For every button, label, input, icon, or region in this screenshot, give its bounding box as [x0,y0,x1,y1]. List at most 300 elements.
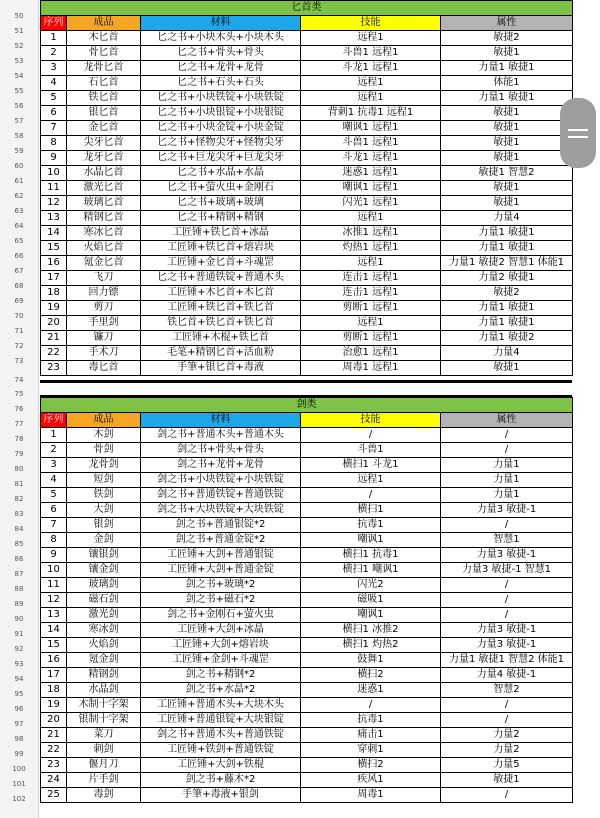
attribute-cell[interactable]: 敏捷1 [441,106,573,121]
material-cell[interactable]: 工匠锤+铁剑+普通铁锭 [141,743,301,758]
seq-cell[interactable]: 11 [41,578,67,593]
material-cell[interactable]: 工匠锤+木匕首+木匕首 [141,286,301,301]
seq-cell[interactable]: 7 [41,121,67,136]
attribute-cell[interactable]: 敏捷1 [441,136,573,151]
seq-cell[interactable]: 1 [41,428,67,443]
row-number: 52 [14,42,24,50]
attribute-cell[interactable]: / [441,593,573,608]
skill-cell[interactable]: 横扫1 冰推2 [301,623,441,638]
material-cell[interactable]: 手筆+毒液+银剑 [141,788,301,803]
skill-cell[interactable]: 远程1 [301,256,441,271]
table-row [41,76,573,91]
material-cell[interactable]: 匕之书+巨龙尖牙+巨龙尖牙 [141,151,301,166]
skill-cell[interactable]: 远程1 [301,31,441,46]
attribute-cell[interactable]: 力量1 敏捷1 智慧2 体能1 [441,653,573,668]
attribute-cell[interactable]: 力量4 敏捷-1 [441,668,573,683]
material-cell[interactable]: 匕之书+石头+石头 [141,76,301,91]
row-number: 88 [14,585,24,593]
seq-cell[interactable]: 18 [41,683,67,698]
seq-cell[interactable]: 4 [41,473,67,488]
skill-cell[interactable]: 横扫1 [301,503,441,518]
skill-cell[interactable]: 嘲讽1 远程1 [301,181,441,196]
attribute-cell[interactable]: 力量1 敏捷2 智慧1 体能1 [441,256,573,271]
attribute-cell[interactable]: 力量1 [441,458,573,473]
table-row [41,91,573,106]
material-cell[interactable]: 匕之书+小块铁锭+小块铁锭 [141,91,301,106]
skill-cell[interactable]: 穿刺1 [301,743,441,758]
menu-line-icon [568,129,588,131]
material-cell[interactable]: 剑之书+龙骨+龙骨 [141,458,301,473]
attribute-cell[interactable]: 力量1 敏捷1 [441,61,573,76]
skill-cell[interactable]: 剪断1 远程1 [301,301,441,316]
material-cell[interactable]: 工匠锤+大剑+铁棍 [141,758,301,773]
product-cell[interactable]: 银制十字架 [67,713,141,728]
table-row [41,728,573,743]
attribute-cell[interactable]: 敏捷1 [441,181,573,196]
product-cell[interactable]: 铁匕首 [67,91,141,106]
material-cell[interactable]: 匕之书+普通铁锭+普通木头 [141,271,301,286]
seq-cell[interactable]: 17 [41,271,67,286]
product-cell[interactable]: 偃月刀 [67,758,141,773]
seq-cell[interactable]: 22 [41,743,67,758]
row-number: 73 [14,357,24,365]
seq-cell[interactable]: 22 [41,346,67,361]
product-cell[interactable]: 骨匕首 [67,46,141,61]
seq-cell[interactable]: 10 [41,166,67,181]
attribute-cell[interactable]: 体能1 [441,76,573,91]
row-number: 99 [14,750,24,758]
row-number: 68 [14,282,24,290]
material-cell[interactable]: 剑之书+藤木*2 [141,773,301,788]
product-cell[interactable]: 龙骨匕首 [67,61,141,76]
skill-cell[interactable]: / [301,488,441,503]
material-cell[interactable]: 剑之书+金刚石+萤火虫 [141,608,301,623]
table-row [41,533,573,548]
skill-cell[interactable]: 冰推1 远程1 [301,226,441,241]
attribute-cell[interactable]: 敏捷1 [441,151,573,166]
seq-cell[interactable]: 12 [41,196,67,211]
attribute-cell[interactable]: 敏捷1 [441,121,573,136]
seq-cell[interactable]: 19 [41,301,67,316]
seq-cell[interactable]: 5 [41,488,67,503]
material-cell[interactable]: 匕之书+骨头+骨头 [141,46,301,61]
skill-cell[interactable]: 斗龙1 远程1 [301,151,441,166]
product-cell[interactable]: 磁石剑 [67,593,141,608]
attribute-cell[interactable]: 力量4 [441,211,573,226]
skill-cell[interactable]: 磁吸1 [301,593,441,608]
material-cell[interactable]: 工匠锤+大剑+普通金锭 [141,563,301,578]
seq-cell[interactable]: 8 [41,136,67,151]
row-number: 87 [14,570,24,578]
seq-cell[interactable]: 19 [41,698,67,713]
product-cell[interactable]: 回力镖 [67,286,141,301]
product-cell[interactable]: 火焰匕首 [67,241,141,256]
seq-cell[interactable]: 5 [41,91,67,106]
table-row [41,638,573,653]
product-cell[interactable]: 玻璃匕首 [67,196,141,211]
skill-cell[interactable]: 横扫1 嘲讽1 [301,563,441,578]
material-cell[interactable]: 剑之书+玻璃*2 [141,578,301,593]
product-cell[interactable]: 镶金剑 [67,563,141,578]
row-number: 80 [14,465,24,473]
product-cell[interactable]: 精钢剑 [67,668,141,683]
header-material: 材料 [141,16,301,31]
table-row [41,256,573,271]
material-cell[interactable]: 铁匕首+铁匕首+铁匕首 [141,316,301,331]
attribute-cell[interactable]: 力量1 [441,473,573,488]
seq-cell[interactable]: 12 [41,593,67,608]
table-row [41,698,573,713]
attribute-cell[interactable]: 力量3 敏捷-1 [441,638,573,653]
product-cell[interactable]: 寒冰剑 [67,623,141,638]
seq-cell[interactable]: 13 [41,608,67,623]
seq-cell[interactable]: 21 [41,331,67,346]
row-number: 56 [14,102,24,110]
seq-cell[interactable]: 15 [41,241,67,256]
attribute-cell[interactable]: 力量1 敏捷1 [441,241,573,256]
product-cell[interactable]: 龙骨剑 [67,458,141,473]
attribute-cell[interactable]: 敏捷2 [441,31,573,46]
attribute-cell[interactable]: 力量3 敏捷-1 智慧1 [441,563,573,578]
row-number: 79 [14,450,24,458]
product-cell[interactable]: 精钢匕首 [67,211,141,226]
material-cell[interactable]: 工匠锤+金匕首+斗魂罡 [141,256,301,271]
attribute-cell[interactable]: 力量1 敏捷2 [441,331,573,346]
product-cell[interactable]: 手里剑 [67,316,141,331]
product-cell[interactable]: 刺剑 [67,743,141,758]
table-row [41,286,573,301]
attribute-cell[interactable]: / [441,428,573,443]
attribute-cell[interactable]: / [441,443,573,458]
attribute-cell[interactable]: 敏捷1 [441,773,573,788]
attribute-cell[interactable]: 力量3 敏捷-1 [441,503,573,518]
product-cell[interactable]: 菜刀 [67,728,141,743]
skill-cell[interactable]: 剪断1 远程1 [301,331,441,346]
skill-cell[interactable]: 斗兽1 [301,443,441,458]
skill-cell[interactable]: 嘲讽1 [301,533,441,548]
table-row [41,346,573,361]
attribute-cell[interactable]: 力量4 [441,346,573,361]
row-number: 67 [14,267,24,275]
seq-cell[interactable]: 16 [41,256,67,271]
attribute-cell[interactable]: 力量5 [441,758,573,773]
skill-cell[interactable]: 周毒1 远程1 [301,361,441,376]
product-cell[interactable]: 短剑 [67,473,141,488]
attribute-cell[interactable]: / [441,608,573,623]
row-number: 85 [14,540,24,548]
attribute-cell[interactable]: 力量1 [441,488,573,503]
skill-cell[interactable]: 疾风1 [301,773,441,788]
product-cell[interactable]: 水晶剑 [67,683,141,698]
row-number: 70 [14,312,24,320]
table-row [41,608,573,623]
skill-cell[interactable]: 治愈1 远程1 [301,346,441,361]
attribute-cell[interactable]: / [441,698,573,713]
table-row [41,668,573,683]
attribute-cell[interactable]: / [441,518,573,533]
seq-cell[interactable]: 3 [41,458,67,473]
seq-cell[interactable]: 25 [41,788,67,803]
menu-line-icon [568,136,588,138]
attribute-cell[interactable]: 敏捷1 智慧2 [441,166,573,181]
skill-cell[interactable]: 斗龙1 远程1 [301,61,441,76]
skill-cell[interactable]: 横扫1 灼热2 [301,638,441,653]
product-cell[interactable]: 骨剑 [67,443,141,458]
row-number: 63 [14,207,24,215]
skill-cell[interactable]: 抗毒1 [301,713,441,728]
skill-cell[interactable]: 斗兽1 远程1 [301,136,441,151]
skill-cell[interactable]: 灼热1 远程1 [301,241,441,256]
product-cell[interactable]: 木剑 [67,428,141,443]
table-row [41,653,573,668]
skill-cell[interactable]: 远程1 [301,316,441,331]
material-cell[interactable]: 匕之书+龙骨+龙骨 [141,61,301,76]
skill-cell[interactable]: 横扫1 抗毒1 [301,548,441,563]
skill-cell[interactable]: 迷惑1 [301,683,441,698]
material-cell[interactable]: 剑之书+精钢*2 [141,668,301,683]
seq-cell[interactable]: 1 [41,31,67,46]
skill-cell[interactable]: 连击1 远程1 [301,271,441,286]
product-cell[interactable]: 水晶匕首 [67,166,141,181]
material-cell[interactable]: 工匠锤+大剑+冰晶 [141,623,301,638]
material-cell[interactable]: 工匠锤+金剑+斗魂罡 [141,653,301,668]
skill-cell[interactable]: 远程1 [301,91,441,106]
product-cell[interactable]: 银匕首 [67,106,141,121]
material-cell[interactable]: 工匠锤+普通木头+大块木头 [141,698,301,713]
seq-cell[interactable]: 10 [41,563,67,578]
skill-cell[interactable]: 连击1 远程1 [301,286,441,301]
material-cell[interactable]: 工匠锤+大剑+熔岩块 [141,638,301,653]
material-cell[interactable]: 匕之书+小块银锭+小块银锭 [141,106,301,121]
seq-cell[interactable]: 2 [41,46,67,61]
skill-cell[interactable]: 痛击1 [301,728,441,743]
material-cell[interactable]: 剑之书+骨头+骨头 [141,443,301,458]
skill-cell[interactable]: 远程1 [301,76,441,91]
skill-cell[interactable]: 斗兽1 远程1 [301,46,441,61]
product-cell[interactable]: 木制十字架 [67,698,141,713]
material-cell[interactable]: 匕之书+玻璃+玻璃 [141,196,301,211]
skill-cell[interactable]: 横扫1 斗龙1 [301,458,441,473]
skill-cell[interactable]: 嘲讽1 [301,608,441,623]
attribute-cell[interactable]: 敏捷1 [441,46,573,61]
row-number: 64 [14,222,24,230]
material-cell[interactable]: 匕之书+怪物尖牙+怪物尖牙 [141,136,301,151]
seq-cell[interactable]: 6 [41,503,67,518]
material-cell[interactable]: 剑之书+普通金锭*2 [141,533,301,548]
row-number: 53 [14,57,24,65]
header-attribute: 属性 [441,16,573,31]
seq-cell[interactable]: 11 [41,181,67,196]
material-cell[interactable]: 匕之书+精钢+精钢 [141,211,301,226]
attribute-cell[interactable]: 力量2 敏捷1 [441,271,573,286]
seq-cell[interactable]: 15 [41,638,67,653]
product-cell[interactable]: 寒冰匕首 [67,226,141,241]
header-seq: 序列 [41,16,67,31]
skill-cell[interactable]: 迷惑1 远程1 [301,166,441,181]
table-row [41,361,573,376]
product-cell[interactable]: 片手剑 [67,773,141,788]
row-number: 74 [14,376,24,384]
attribute-cell[interactable]: 敏捷1 [441,361,573,376]
row-number: 81 [14,480,24,488]
seq-cell[interactable]: 7 [41,518,67,533]
skill-cell[interactable]: 周毒1 [301,788,441,803]
attribute-cell[interactable]: 智慧2 [441,683,573,698]
seq-cell[interactable]: 6 [41,106,67,121]
material-cell[interactable]: 工匠锤+铁匕首+铁匕首 [141,301,301,316]
product-cell[interactable]: 剪刀 [67,301,141,316]
row-number: 90 [14,615,24,623]
product-cell[interactable]: 火焰剑 [67,638,141,653]
attribute-cell[interactable]: 力量3 敏捷-1 [441,623,573,638]
material-cell[interactable]: 剑之书+小块铁锭+小块铁锭 [141,473,301,488]
product-cell[interactable]: 氪金匕首 [67,256,141,271]
attribute-cell[interactable]: 敏捷1 [441,196,573,211]
skill-cell[interactable]: 横扫2 [301,758,441,773]
product-cell[interactable]: 镰刀 [67,331,141,346]
material-cell[interactable]: 剑之书+普通铁锭+普通铁锭 [141,488,301,503]
product-cell[interactable]: 金剑 [67,533,141,548]
material-cell[interactable]: 毛笔+精钢匕首+活血粉 [141,346,301,361]
product-cell[interactable]: 尖牙匕首 [67,136,141,151]
product-cell[interactable]: 激光匕首 [67,181,141,196]
seq-cell[interactable]: 23 [41,361,67,376]
table-row [41,563,573,578]
row-number: 66 [14,252,24,260]
skill-cell[interactable]: 嘲讽1 远程1 [301,121,441,136]
table-row [41,31,573,46]
floating-menu-button[interactable] [560,98,596,168]
seq-cell[interactable]: 21 [41,728,67,743]
skill-cell[interactable]: 闪光2 [301,578,441,593]
product-cell[interactable]: 氪金剑 [67,653,141,668]
table-row [41,623,573,638]
seq-cell[interactable]: 13 [41,211,67,226]
skill-cell[interactable]: 鼓舞1 [301,653,441,668]
attribute-cell[interactable]: / [441,713,573,728]
material-cell[interactable]: 匕之书+水晶+水晶 [141,166,301,181]
table-row [41,593,573,608]
seq-cell[interactable]: 16 [41,653,67,668]
skill-cell[interactable]: 远程1 [301,473,441,488]
table-row [41,773,573,788]
material-cell[interactable]: 剑之书+普通木头+普通木头 [141,428,301,443]
dagger-table [40,0,573,376]
product-cell[interactable]: 银剑 [67,518,141,533]
attribute-cell[interactable]: 智慧1 [441,533,573,548]
material-cell[interactable]: 剑之书+普通银锭*2 [141,518,301,533]
material-cell[interactable]: 工匠锤+普通银锭+大块银锭 [141,713,301,728]
attribute-cell[interactable]: 敏捷2 [441,286,573,301]
product-cell[interactable]: 铁剑 [67,488,141,503]
row-number: 75 [14,390,24,398]
seq-cell[interactable]: 24 [41,773,67,788]
row-number-column [0,0,39,818]
skill-cell[interactable]: 远程1 [301,211,441,226]
seq-cell[interactable]: 4 [41,76,67,91]
skill-cell[interactable]: 横扫2 [301,668,441,683]
material-cell[interactable]: 匕之书+萤火虫+金刚石 [141,181,301,196]
table-row [41,106,573,121]
product-cell[interactable]: 毒匕首 [67,361,141,376]
attribute-cell[interactable]: 力量2 [441,728,573,743]
product-cell[interactable]: 毒剑 [67,788,141,803]
attribute-cell[interactable]: 力量1 敏捷1 [441,226,573,241]
row-number: 96 [14,705,24,713]
material-cell[interactable]: 匕之书+小块金锭+小块金锭 [141,121,301,136]
skill-cell[interactable]: 抗毒1 [301,518,441,533]
material-cell[interactable]: 工匠锤+大剑+普通银锭 [141,548,301,563]
product-cell[interactable]: 大剑 [67,503,141,518]
table-row [41,503,573,518]
seq-cell[interactable]: 14 [41,623,67,638]
seq-cell[interactable]: 14 [41,226,67,241]
attribute-cell[interactable]: / [441,788,573,803]
seq-cell[interactable]: 17 [41,668,67,683]
attribute-cell[interactable]: 力量1 敏捷1 [441,316,573,331]
skill-cell[interactable]: 背刺1 抗毒1 远程1 [301,106,441,121]
attribute-cell[interactable]: / [441,578,573,593]
seq-cell[interactable]: 8 [41,533,67,548]
product-cell[interactable]: 木匕首 [67,31,141,46]
product-cell[interactable]: 激光剑 [67,608,141,623]
product-cell[interactable]: 飞刀 [67,271,141,286]
product-cell[interactable]: 金匕首 [67,121,141,136]
skill-cell[interactable]: / [301,428,441,443]
attribute-cell[interactable]: 力量3 敏捷-1 [441,548,573,563]
product-cell[interactable]: 龙牙匕首 [67,151,141,166]
material-cell[interactable]: 工匠锤+铁匕首+冰晶 [141,226,301,241]
attribute-cell[interactable]: 力量1 敏捷1 [441,301,573,316]
material-cell[interactable]: 剑之书+普通木头+普通铁锭 [141,728,301,743]
material-cell[interactable]: 匕之书+小块木头+小块木头 [141,31,301,46]
row-number: 83 [14,510,24,518]
skill-cell[interactable]: / [301,698,441,713]
seq-cell[interactable]: 3 [41,61,67,76]
table-row [41,713,573,728]
table-row [41,121,573,136]
row-number: 54 [14,72,24,80]
header-product: 成品 [67,413,141,428]
product-cell[interactable]: 手术刀 [67,346,141,361]
seq-cell[interactable]: 18 [41,286,67,301]
table-row [41,316,573,331]
product-cell[interactable]: 玻璃剑 [67,578,141,593]
product-cell[interactable]: 镶银剑 [67,548,141,563]
seq-cell[interactable]: 9 [41,548,67,563]
seq-cell[interactable]: 2 [41,443,67,458]
material-cell[interactable]: 工匠锤+木棍+铁匕首 [141,331,301,346]
product-cell[interactable]: 石匕首 [67,76,141,91]
sword-section-title: 剑类 [41,398,573,413]
material-cell[interactable]: 手筆+银匕首+毒液 [141,361,301,376]
seq-cell[interactable]: 9 [41,151,67,166]
seq-cell[interactable]: 23 [41,758,67,773]
table-row [41,226,573,241]
material-cell[interactable]: 剑之书+水晶*2 [141,683,301,698]
seq-cell[interactable]: 20 [41,316,67,331]
attribute-cell[interactable]: 力量2 [441,743,573,758]
material-cell[interactable]: 工匠锤+铁匕首+熔岩块 [141,241,301,256]
row-number: 92 [14,645,24,653]
header-skill: 技能 [301,413,441,428]
header-attribute: 属性 [441,413,573,428]
attribute-cell[interactable]: 力量1 敏捷1 [441,91,573,106]
material-cell[interactable]: 剑之书+大块铁锭+大块铁锭 [141,503,301,518]
skill-cell[interactable]: 闪光1 远程1 [301,196,441,211]
material-cell[interactable]: 剑之书+磁石*2 [141,593,301,608]
seq-cell[interactable]: 20 [41,713,67,728]
